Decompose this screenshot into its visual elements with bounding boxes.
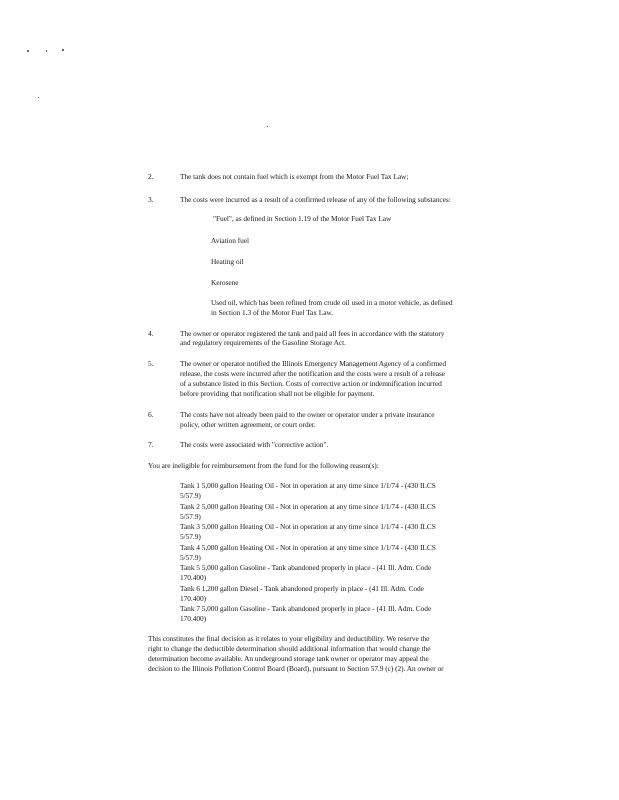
closing-text: determination become available. An underground storage tank owner or operator may appeal the [148, 654, 429, 663]
item-text: before providing that notification shall not be eligible for payment. [180, 389, 375, 398]
substance-item: "Fuel", as defined in Section 1.19 of the Motor Fuel Tax Law [213, 214, 392, 223]
item-number: 3. [148, 195, 154, 204]
tank-item: 170.400) [180, 594, 207, 603]
ineligible-intro: You are ineligible for reimbursement from the fund for the following reason(s): [148, 461, 379, 470]
tank-item: Tank 4 5,000 gallon Heating Oil - Not in operation at any time since 1/1/74 - (430 ILCS [180, 543, 436, 552]
substance-item: Kerosene [211, 278, 239, 287]
substance-item: Used oil, which has been refined from crude oil used in a motor vehicle, as defined [211, 298, 453, 307]
tank-item: 5/57.9) [180, 491, 201, 500]
item-number: 5. [148, 359, 154, 368]
scan-speck [62, 49, 64, 51]
tank-item: 5/57.9) [180, 532, 201, 541]
scan-speck [267, 126, 268, 127]
substance-item: in Section 1.3 of the Motor Fuel Tax Law. [211, 308, 334, 317]
scan-speck [38, 97, 39, 98]
item-text: policy, other written agreement, or court order. [180, 420, 316, 429]
tank-item: Tank 2 5,000 gallon Heating Oil - Not in operation at any time since 1/1/74 - (430 ILCS [180, 502, 436, 511]
item-text: The costs were incurred as a result of a confirmed release of any of the following substances: [180, 195, 451, 204]
tank-item: Tank 6 1,200 gallon Diesel - Tank abandoned properly in place - (41 Ill. Adm. Code [180, 584, 424, 593]
tank-item: Tank 5 5,000 gallon Gasoline - Tank abandoned properly in place - (41 Ill. Adm. Code [180, 563, 432, 572]
item-text: The costs have not already been paid to the owner or operator under a private insurance [180, 410, 435, 419]
tank-item: 5/57.9) [180, 512, 201, 521]
closing-text: decision to the Illinois Pollution Control Board (Board), pursuant to Section 57.9 (c) (2). An owner or [148, 664, 444, 673]
closing-text: This constitutes the final decision as it relates to your eligibility and deductibility. We reserve the [148, 634, 430, 643]
substance-item: Heating oil [211, 257, 244, 266]
item-number: 7. [148, 440, 154, 449]
item-text: The costs were associated with "corrective action". [180, 440, 329, 449]
closing-text: right to change the deductible determination should additional information that would change the [148, 644, 431, 653]
item-text: of a substance listed in this Section. Costs of corrective action or indemnification incurred [180, 379, 442, 388]
item-text: and regulatory requirements of the Gasoline Storage Act. [180, 338, 346, 347]
item-number: 4. [148, 329, 154, 338]
item-number: 6. [148, 410, 154, 419]
substance-item: Aviation fuel [211, 236, 250, 245]
tank-item: Tank 3 5,000 gallon Heating Oil - Not in operation at any time since 1/1/74 - (430 ILCS [180, 522, 436, 531]
item-text: The owner or operator registered the tank and paid all fees in accordance with the statutory [180, 329, 445, 338]
item-text: The owner or operator notified the Illinois Emergency Management Agency of a confirmed [180, 359, 447, 368]
tank-item: 5/57.9) [180, 553, 201, 562]
tank-item: 170.400) [180, 614, 207, 623]
scan-speck [46, 50, 47, 52]
tank-item: 170.400) [180, 573, 207, 582]
tank-item: Tank 1 5,000 gallon Heating Oil - Not in operation at any time since 1/1/74 - (430 ILCS [180, 481, 436, 490]
item-text: release, the costs were incurred after the notification and the costs were a result of a release [180, 369, 446, 378]
item-text: The tank does not contain fuel which is exempt from the Motor Fuel Tax Law; [180, 172, 409, 181]
tank-item: Tank 7 5,000 gallon Gasoline - Tank abandoned properly in place - (41 Ill. Adm. Code [180, 604, 432, 613]
scan-speck [27, 50, 29, 52]
item-number: 2. [148, 172, 154, 181]
